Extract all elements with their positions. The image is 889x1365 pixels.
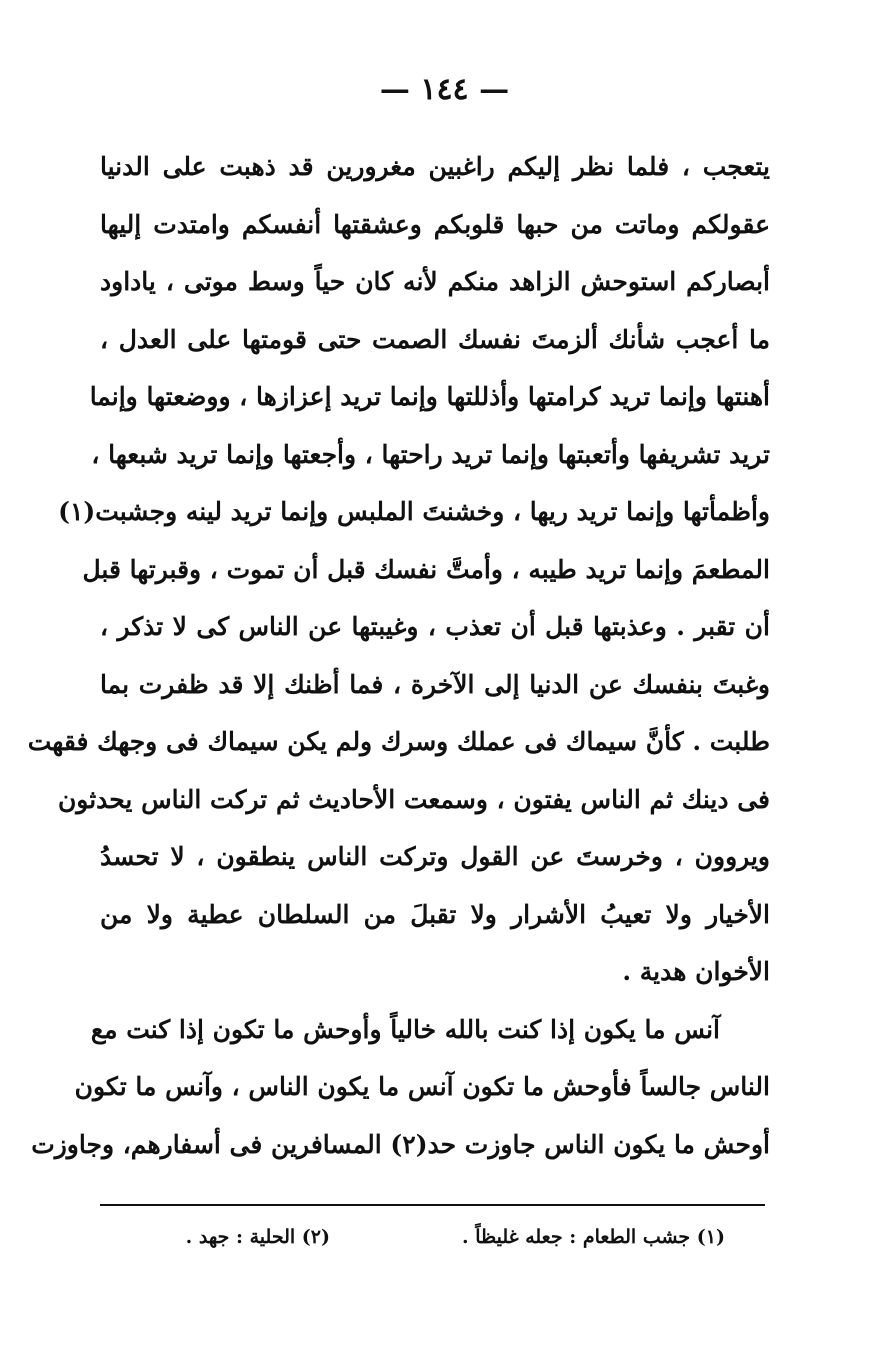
text-line: طلبت . كأنَّ سيماك فى عملك وسرك ولم يكن سيماك فى وجهك فقهت xyxy=(27,727,770,756)
text-line: عقولكم وماتت من حبها قلوبكم وعشقتها أنفسكم وامتدت إليها xyxy=(100,209,770,239)
footnote-2: (٢) الحلية : جهد . xyxy=(185,1226,330,1248)
text-line: الأخوان هدية . xyxy=(622,957,770,986)
text-line: آنس ما يكون إذا كنت بالله خالياً وأوحش ما تكون إذا كنت مع xyxy=(90,1014,720,1044)
footnote-divider xyxy=(100,1204,765,1206)
text-line: الناس جالساً فأوحش ما تكون آنس ما يكون الناس ، وآنس ما تكون xyxy=(74,1072,770,1101)
text-line: فى دينك ثم الناس يفتون ، وسمعت الأحاديث ثم تركت الناس يحدثون xyxy=(57,784,770,814)
footnote-1: (١) جشب الطعام : جعله غليظاً . xyxy=(462,1226,725,1248)
body-text xyxy=(27,138,770,1173)
text-line: أوحش ما يكون الناس جاوزت حد(٢) المسافرين فى أسفارهم، وجاوزت xyxy=(31,1129,770,1159)
text-line: وغبتَ بنفسك عن الدنيا إلى الآخرة ، فما أظنك إلا قد ظفرت بما xyxy=(100,669,770,699)
text-line: وأظمأتها وإنما تريد ريها ، وخشنتَ الملبس وإنما تريد لينه وجشبت(١) xyxy=(58,497,770,526)
text-line: أهنتها وإنما تريد كرامتها وأذللتها وإنما تريد إعزازها ، ووضعتها وإنما xyxy=(89,382,770,411)
text-line: المطعمَ وإنما تريد طيبه ، وأمتَّ نفسك قبل أن تموت ، وقبرتها قبل xyxy=(82,554,770,584)
text-line: أبصاركم استوحش الزاهد منكم لأنه كان حياً وسط موتى ، ياداود xyxy=(100,267,770,296)
text-line: يتعجب ، فلما نظر إليكم راغبين مغرورين قد ذهبت على الدنيا xyxy=(100,152,770,181)
text-line: تريد تشريفها وأتعبتها وإنما تريد راحتها ، وأجعتها وإنما تريد شبعها ، xyxy=(91,439,770,469)
text-line: ويروون ، وخرستَ عن القول وتركت الناس ينطقون ، لا تحسدُ xyxy=(100,842,770,871)
text-line: ما أعجب شأنك ألزمتَ نفسك الصمت حتى قومتها على العدل ، xyxy=(100,324,770,354)
text-line: الأخيار ولا تعيبُ الأشرار ولا تقبلَ من السلطان عطية ولا من xyxy=(100,899,770,929)
text-line: أن تقبر . وعذبتها قبل أن تعذب ، وغيبتها عن الناس كى لا تذكر ، xyxy=(100,612,770,641)
page-number: — ١٤٤ — xyxy=(379,72,510,107)
